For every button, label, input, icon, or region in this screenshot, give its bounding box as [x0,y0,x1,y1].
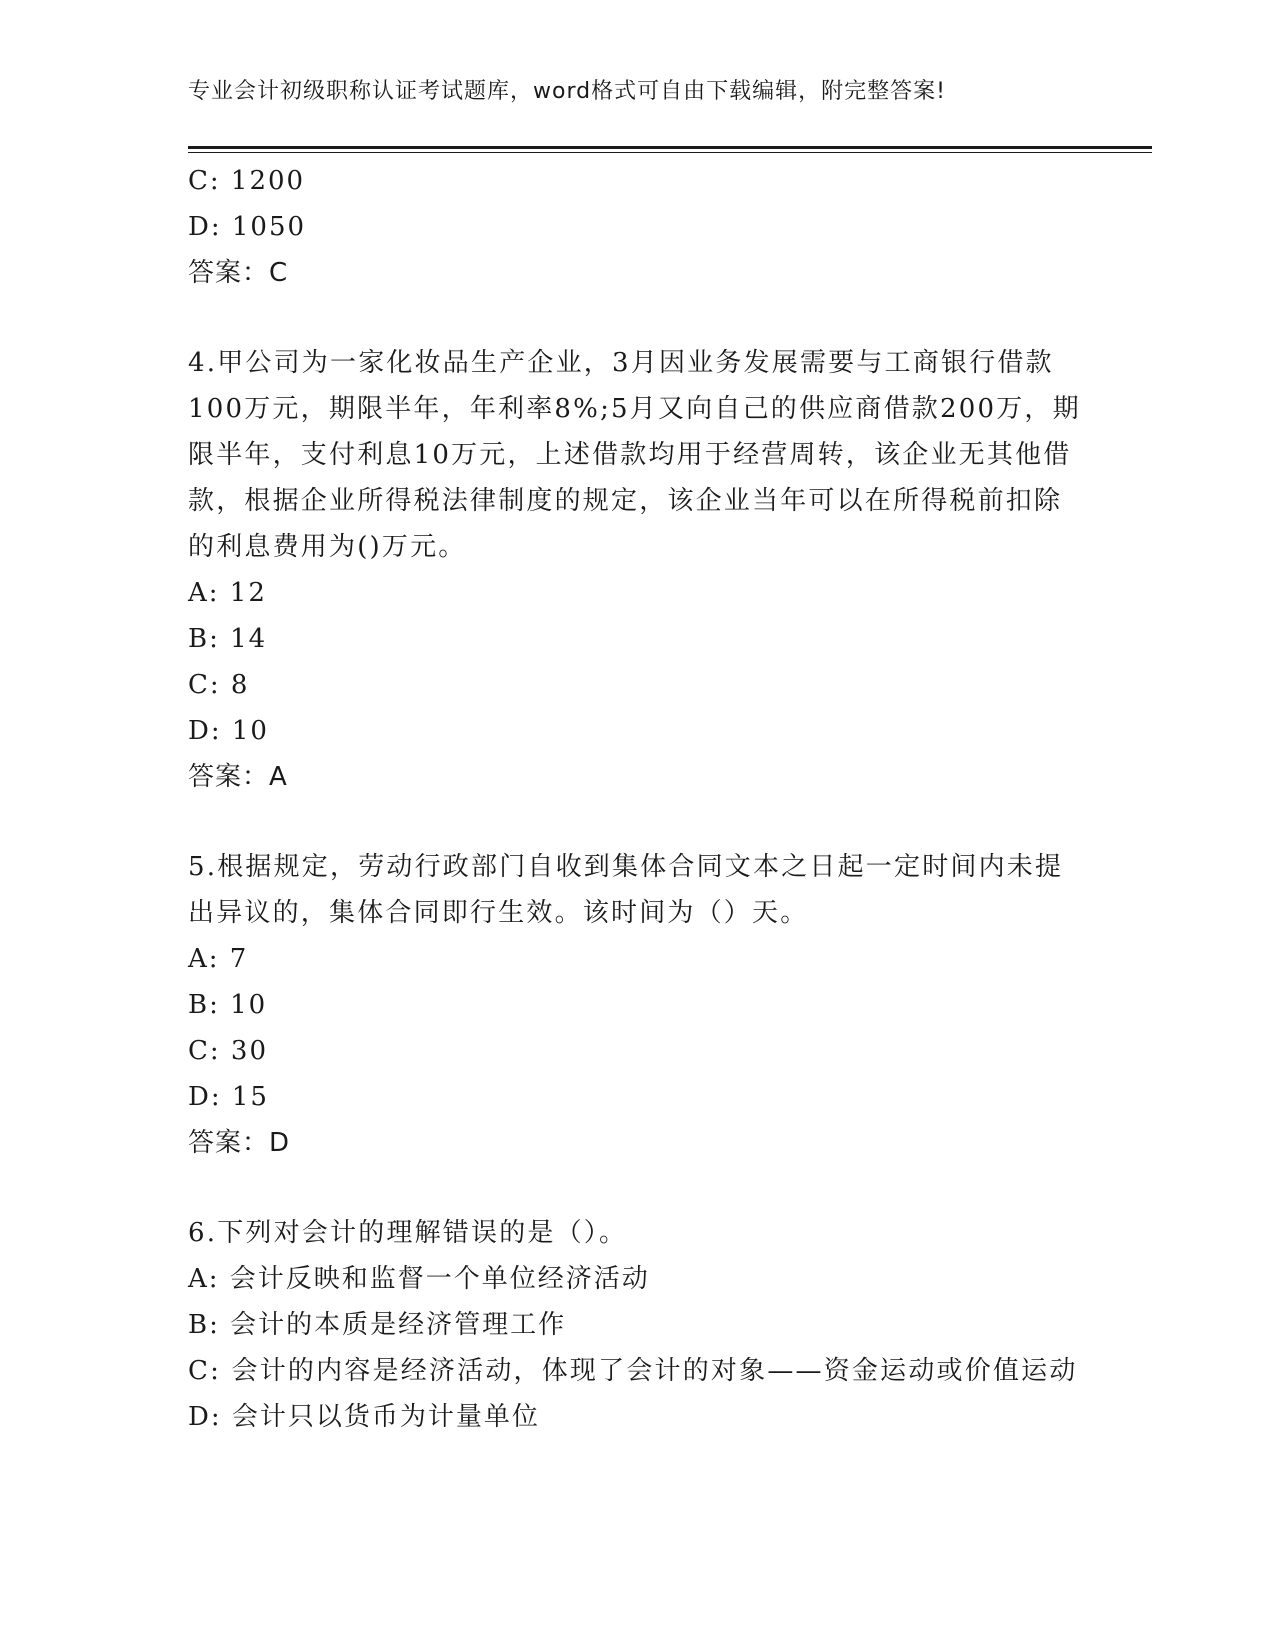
answer: 答案：D [188,1128,291,1158]
page-header: 专业会计初级职称认证考试题库，word格式可自由下载编辑，附完整答案! [188,79,946,104]
option-c: C: 30 [188,1036,269,1066]
option-c: C: 会计的内容是经济活动，体现了会计的对象——资金运动或价值运动 [188,1356,1078,1386]
prev-question [188,158,1088,296]
spacer [188,1166,1088,1210]
document-content [188,158,1088,1440]
option-b: B: 会计的本质是经济管理工作 [188,1310,567,1340]
option-d: D: 15 [188,1082,269,1112]
option-a: A: 12 [188,578,267,608]
option-d: D: 10 [188,716,269,746]
option-c: C: 1200 [188,166,306,196]
question-6 [188,1210,1088,1440]
question-stem: 6.下列对会计的理解错误的是（）。 [188,1218,628,1248]
option-b: B: 10 [188,990,268,1020]
option-d: D: 1050 [188,212,307,242]
question-stem: 4.甲公司为一家化妆品生产企业，3月因业务发展需要与工商银行借款100万元，期限半年，年利率8%;5月又向自己的供应商借款200万，期限半年，支付利息10万元，上述借款均用于经营周转，该企业无其他借款，根据企业所得税法律制度的规定，该企业当年可以在所得税前扣除的利息费用为()万元。 [188,348,1081,562]
option-c: C: 8 [188,670,250,700]
spacer [188,800,1088,844]
header-rule-thin [188,152,1152,153]
option-b: B: 14 [188,624,268,654]
option-a: A: 会计反映和监督一个单位经济活动 [188,1264,650,1294]
question-5 [188,844,1088,1166]
question-stem: 5.根据规定，劳动行政部门自收到集体合同文本之日起一定时间内未提出异议的，集体合同即行生效。该时间为（）天。 [188,852,1064,928]
answer: 答案：C [188,258,289,288]
option-a: A: 7 [188,944,249,974]
option-d: D: 会计只以货币为计量单位 [188,1402,540,1432]
header-rule-thick [188,146,1152,149]
spacer [188,296,1088,340]
question-4 [188,340,1088,800]
answer: 答案：A [188,762,288,792]
